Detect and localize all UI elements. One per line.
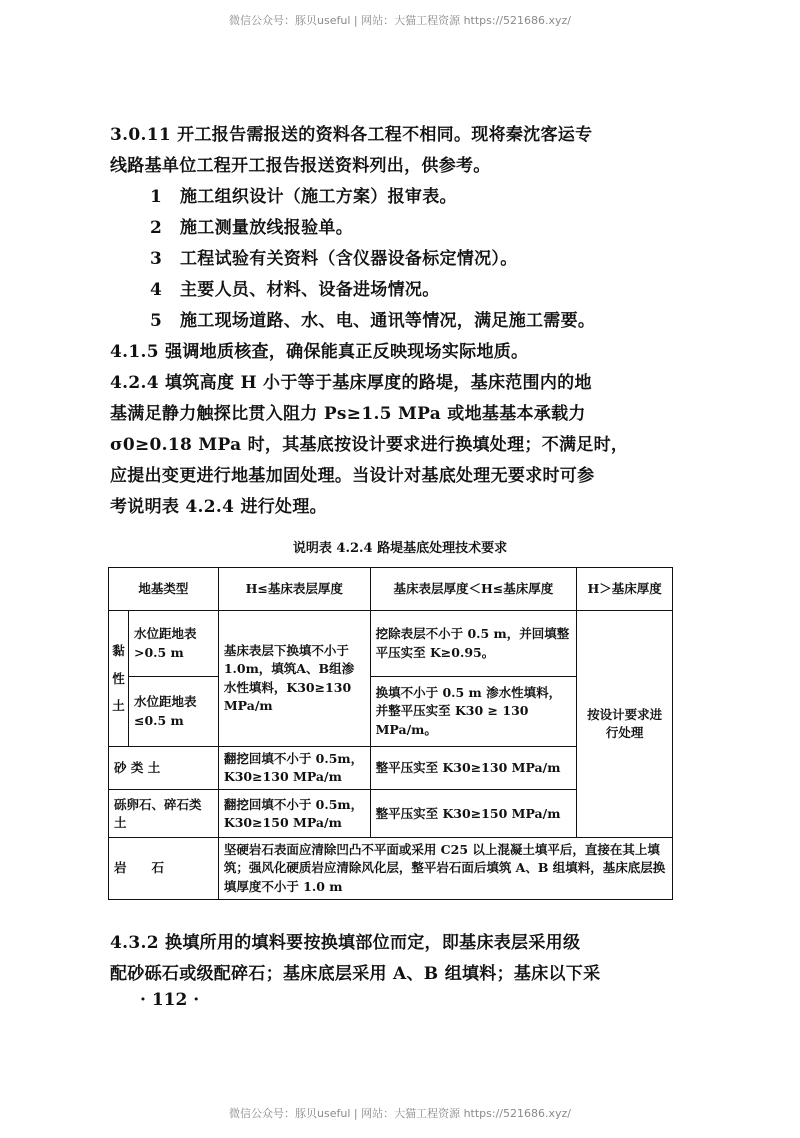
- paragraph-line: σ0≥0.18 MPa 时，其基底按设计要求进行换填处理；不满足时，: [110, 435, 629, 455]
- table-header: 地基类型: [109, 568, 219, 611]
- table-caption: 说明表 4.2.4 路堤基底处理技术要求: [292, 541, 508, 556]
- table-cell: 砾卵石、碎石类土: [109, 790, 219, 838]
- table-cell: 翻挖回填不小于 0.5m，K30≥130 MPa/m: [218, 747, 370, 790]
- table-cell: 翻挖回填不小于 0.5m，K30≥150 MPa/m: [218, 790, 370, 838]
- table-header: H＞基床厚度: [577, 568, 673, 611]
- paragraph-line: 配砂砾石或级配碎石；基床底层采用 A、B 组填料；基床以下采: [110, 964, 601, 984]
- table-cell: 坚硬岩石表面应清除凹凸不平面或采用 C25 以上混凝土填平后，直接在其上填筑；强风化硬质岩应清除风化层，整平岩石面后填筑 A、B 组填料，基床底层换填厚度不小于 1.0 m: [218, 838, 672, 899]
- table-cell: 整平压实至 K30≥130 MPa/m: [370, 747, 577, 790]
- list-item: 2 施工测量放线报验单。: [150, 218, 353, 238]
- page-number: · 112 ·: [140, 990, 200, 1010]
- list-item: 1 施工组织设计（施工方案）报审表。: [150, 187, 457, 207]
- list-item: 5 施工现场道路、水、电、通讯等情况，满足施工需要。: [150, 311, 596, 331]
- paragraph-line: 应提出变更进行地基加固处理。当设计对基底处理无要求时可参: [110, 466, 595, 486]
- table-header: H≤基床表层厚度: [218, 568, 370, 611]
- watermark-bottom: 微信公众号：豚贝useful | 网站：大猫工程资源 https://521686.xyz/: [229, 1107, 571, 1120]
- table-header: 基床表层厚度＜H≤基床厚度: [370, 568, 577, 611]
- paragraph-3-0-11: 3.0.11 开工报告需报送的资料各工程不相同。现将秦沈客运专: [110, 125, 593, 145]
- watermark-top: 微信公众号：豚贝useful | 网站：大猫工程资源 https://521686.xyz/: [229, 14, 571, 27]
- treatment-table: [108, 567, 673, 900]
- table-cell: 整平压实至 K30≥150 MPa/m: [370, 790, 577, 838]
- table-cell: 水位距地表 >0.5 m: [128, 611, 218, 677]
- paragraph-line: 考说明表 4.2.4 进行处理。: [110, 497, 327, 517]
- paragraph-4-2-4: 4.2.4 填筑高度 H 小于等于基床厚度的路堤，基床范围内的地: [110, 373, 592, 393]
- table-cell: 换填不小于 0.5 m 渗水性填料，并整平压实至 K30 ≥ 130 MPa/m。: [370, 677, 577, 747]
- table-cell: 基床表层下换填不小于1.0m，填筑A、B组渗水性填料，K30≥130 MPa/m: [218, 611, 370, 747]
- clay-label: 黏性土: [109, 611, 129, 747]
- paragraph-line: 线路基单位工程开工报告报送资料列出，供参考。: [110, 156, 491, 176]
- list-item: 4 主要人员、材料、设备进场情况。: [150, 280, 440, 300]
- list-item: 3 工程试验有关资料（含仪器设备标定情况）。: [150, 249, 518, 269]
- table-cell: 按设计要求进行处理: [577, 611, 673, 838]
- paragraph-4-3-2: 4.3.2 换填所用的填料要按换填部位而定，即基床表层采用级: [110, 933, 581, 953]
- paragraph-4-1-5: 4.1.5 强调地质核查，确保能真正反映现场实际地质。: [110, 342, 529, 362]
- paragraph-line: 基满足静力触探比贯入阻力 Ps≥1.5 MPa 或地基基本承载力: [110, 404, 586, 424]
- table-cell: 水位距地表 ≤0.5 m: [128, 677, 218, 747]
- table-cell: 挖除表层不小于 0.5 m，并回填整平压实至 K≥0.95。: [370, 611, 577, 677]
- table-cell: 砂 类 土: [109, 747, 219, 790]
- table-cell: 岩 石: [109, 838, 219, 899]
